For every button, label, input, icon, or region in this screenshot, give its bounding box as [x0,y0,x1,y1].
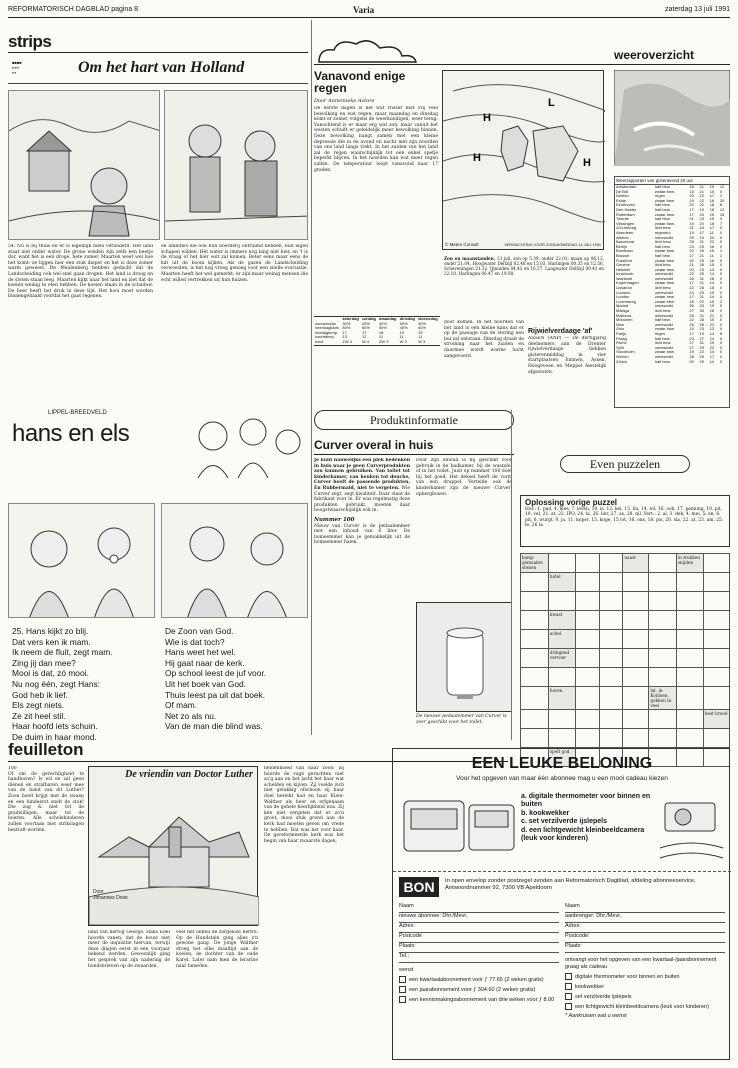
strip-panel-right [164,90,308,240]
puzzle-cell[interactable] [521,630,549,649]
forecast-day: woensdag [418,316,438,321]
forecast-row: nachttemp. 13 12 11 11 11 [315,334,423,340]
pedal-bin-photo [417,603,513,713]
puzzle-cell[interactable] [576,729,599,748]
rijwiel-story [528,328,606,408]
report-row: Barcelona licht bew. 28 31 22 0 [616,239,723,245]
product-col2: Door zijn inhoud is hij geschikt voor gebruik in de badkamer, bij de wastafel of in het toilet. Juist op nummer 100 doet hij het goed. Het deksel heeft de vorm van een druppel. Vertelde ook de kinderkamer zijn de nieuwe Curver-opbergboxen. [416,458,512,497]
checkbox[interactable] [399,986,406,993]
puzzle-cell[interactable] [599,729,622,748]
poem-line: De duim in haar mond. [12,731,97,742]
poem-line: De Zoon van God. [165,626,234,636]
puzzle-cell[interactable] [649,592,676,611]
coupon-right [565,903,725,1019]
puzzle-cell[interactable] [599,668,622,687]
puzzle-cell[interactable] [599,649,622,668]
puzzle-cell[interactable] [576,687,599,710]
puzzle-clue-cell: hest brood [703,710,729,729]
svg-text:H: H [473,152,481,164]
report-row: München half bew. 22 28 15 0 [616,317,723,323]
puzzle-cell[interactable] [576,668,599,687]
strips-rule [8,52,308,53]
forecast-table [314,316,440,346]
report-row: Eindhoven half bew. 20 22 18 8 [616,202,723,208]
feuilleton-col2-start: land van hertog George. [88,930,145,935]
poem-line: Ze zit heel stil. [12,710,66,721]
puzzle-cell[interactable] [576,649,599,668]
gift-item: c. set verzilverde ijslepels [521,818,607,826]
report-row: De Bilt zwaar bew. 15 21 15 0 [616,188,723,194]
report-row: Innsbruck onbewolkt 22 25 14 0 [616,271,723,277]
strip-logo: ■■■■ ▪▪▪▪▪ ▪▪▪ [12,60,22,75]
product-banner-label: Produktinformatie [370,413,458,427]
report-row: Brussel half bew. 17 21 11 1 [616,252,723,258]
poem-line: Zing jij dan mee? [12,657,76,668]
product-title: Curver overal in huis [314,438,434,452]
field-new-subscriber[interactable]: nieuwe abonnee: Dhr./Mevr. [399,913,559,923]
author-name: Johannes Dose [93,895,128,901]
column-divider [511,410,512,740]
header-rule [8,17,730,18]
puzzle-cell[interactable] [703,687,729,710]
poem-line: Hij gaat naar de kerk. [165,657,245,668]
field-name-label: Naam [399,903,559,913]
farm-scene-illustration [9,91,160,240]
weather-story: De eerste dagen is het wat frisser met vrij veel bewolking en wat regen, maar maandag en dinsdag komt er zomer, volgens de weerkundigen, weer terug. Vanochtend is er maar erg wat zon, maar vanuit het westen schuift er geleidelijk meer bewolking binnen. Deze bewolking hangt samen met een kleine depressie die in de avond en nacht met zijn noorden van ons land langs trekt. In het zuiden van het land zal de regen waarschijnlijk tot een enkel spetje beperkt blijven. In het noorden kan wat meer regen vallen. De temperatuur loopt vanavond naar 17 graden. [314,106,438,173]
puzzle-cell[interactable] [599,630,622,649]
figures-illustration [165,91,308,240]
report-row: Malaga licht bew. 27 30 18 0 [616,308,723,314]
puzzle-clue-cell: lat. in Koldoen, gokken in veel [649,687,676,710]
report-row: Kopenhagen zwaar bew. 17 21 14 0 [616,280,723,286]
gift-item: a. digitale thermometer voor binnen en buiten [521,793,651,809]
solution-text: Hor.: 1. pad, 4. mes, 7. leven, 10. is, 12. kei, 13. ku, 14. tol, 16. ook, 17. penning, 19. pit, 19. vel, 21. at, 22. IPO, 24. la, 26. lier, 27. as, 28. nil. Vert.: 2. al, 3. dek, 4. mei, 5. en, 6. pit, 8. wurgt, 9. ja, 11. koper, 13. koge, 15 lot, 16. ons, 18. pis, 20. sla, 22. at, 23. am, 25. le, 26 la. [525,507,724,529]
map-footer: VERWACHTING VOOR ZONDAGMIDDAG 14 JULI 1991 [504,243,601,247]
puzzle-cell[interactable] [676,611,703,630]
report-row: Luxemburg zwaar bew. 18 22 15 2 [616,298,723,304]
forecast-row: neerslagkans 80% 60% 50% 40% 40% [315,325,427,331]
puzzle-cell[interactable] [649,710,676,729]
puzzle-cell[interactable] [623,687,649,710]
poem-line: Of mam. [165,700,198,711]
subscription-ad [392,748,730,1060]
weather-rule [314,64,730,65]
svg-text:L: L [548,97,555,109]
strip-panel-left [8,90,160,240]
puzzle-cell[interactable] [548,592,576,611]
feuilleton-title: feuilleton [8,740,84,759]
puzzle-cell[interactable] [521,687,549,710]
puzzle-cell[interactable] [521,611,549,630]
puzzle-cell[interactable] [521,573,549,592]
puzzle-cell[interactable] [623,592,649,611]
hans-panel-right [161,503,308,618]
puzzle-cell[interactable] [676,573,703,592]
report-row: Rome licht bew. 27 31 19 0 [616,340,723,346]
puzzle-cell[interactable] [649,554,676,573]
puzzle-cell[interactable] [676,687,703,710]
puzzle-cell[interactable] [599,611,622,630]
puzzle-cell[interactable] [703,611,729,630]
feuilleton-col4-start: heldenmoed van haar zoon; zij hoorde de vage geruchten niet zo'g aan en het lacht het haar wat schelden en kijven. [264,766,344,788]
puzzle-cell[interactable] [576,710,599,729]
gift-choice[interactable]: set verzilverde ijslepels [565,993,725,1000]
puzzle-cell[interactable] [676,630,703,649]
gift-choice[interactable]: digitale thermometer voor binnen en buiten [565,973,725,980]
coupon-left [399,903,559,1003]
puzzle-cell[interactable] [703,573,729,592]
field-referrer[interactable]: aanbrenger: Dhr./Mevr. [565,913,725,923]
puzzle-cell[interactable] [576,592,599,611]
puzzle-cell[interactable] [676,592,703,611]
puzzle-cell[interactable] [548,710,576,729]
report-row: Oslo zwaar bew. 19 23 13 0 [616,326,723,332]
puzzle-cell[interactable] [623,649,649,668]
puzzle-cell[interactable] [521,649,549,668]
poem-line: 25. Hans kijkt zo blij. [12,626,89,636]
puzzle-clue-cell: naast [623,554,649,573]
feuilleton-opening: Of om de gerechtigheid te handhaven? Is wil en zal geen dienen en strafbaren weer mee van de hand van dit Luther? [8,771,84,794]
poem-line: Van de man die blind was. [165,721,263,732]
subscription-option[interactable]: een kennismakingsabonnement van drie weken voor ƒ 8.00 [399,996,559,1003]
checkbox[interactable] [565,993,572,1000]
puzzle-cell[interactable] [703,729,729,748]
gift-choice[interactable]: een lichtgewicht kleinbeeldcamera (leuk voor kinderen) [565,1003,725,1010]
strip-text-col1: 54. Nu is bij thuis en er is eigenlijk niets veranderd. Het land staat niet onder water. De grone weiden zijn zelfs een beetje dor, want het is een droge, hete zomer. Maarten weet wel hoe het komt: ze liggen hier een stuk dieper en het is deze zomer warm geweest. De Meulenberg hebben gedacht dat de Landscheiding ook wel snel gaan drogen. Het land is droog en de sloten staan leeg. Maarten kijkt naar het land en ziet dat de koeien weinig te eten hebben. De koeien staan in de schaduw. De boer heeft het druk in deze tijd. Het hooi moet worden binnengehaald voordat het gaat regenen. [8,244,153,300]
poem-line: Ik neem de fluit, zegt mam. [12,647,113,658]
gift-camera-illustration [655,793,727,867]
puzzle-cell[interactable] [649,729,676,748]
satellite-image [614,70,730,166]
forecast-day: zaterdag [342,316,359,321]
report-row: Stockholm zwaar bew. 19 22 14 0 [616,349,723,355]
puzzle-cell[interactable] [676,668,703,687]
product-col1: Je kunt nauwelijks een plek bedenken in huis waar je geen Curverprodukten zou kunnen gebruiken. Van toilet tot kinderkamer, van keuken tot douche, Curver heeft de passende produkten. En Rubbermaid, niet te vergeten. Wie Curver zegt, zegt kwaliteit. Daar staat de fabrikant voor in. Er was regelmatig deze produkten gebruikt, moeten daar hoogstwaarschijnlijk ook in. Nummer 100 Nieuw van Curver is de pedaalemmer met een inhoud van 6 liter. De homeemmer kan je gemakkelijk uit de homeemmer halen. [314,458,410,546]
report-row: Istanboel onbewolkt 26 31 18 0 [616,275,723,281]
report-row: Frankfort zwaar bew. 20 25 16 0 [616,257,723,263]
report-row: Nice onbewolkt 26 28 21 0 [616,321,723,327]
field-address[interactable]: Adres: [565,923,725,933]
page-header [8,6,730,16]
puzzle-banner: Even puzzelen [560,455,690,473]
report-row: Twente half bew. 21 23 15 3 [616,216,723,222]
paper-name: REFORMATORISCH DAGBLAD pagina 8 [8,6,139,13]
product-caption: De nieuwe pedaalemmer van Curver is zeer geschikt voor het toilet. [416,714,507,725]
puzzle-cell[interactable] [649,611,676,630]
checkbox[interactable] [565,983,572,990]
forecast-day: maandag [378,316,397,321]
puzzle-clue-cell: horen [548,687,576,710]
author-label: Door [93,889,104,895]
field-city[interactable]: Plaats: [399,943,559,953]
puzzle-cell[interactable] [548,668,576,687]
feuilleton-col3-start: veel het onheil de zorgeloze hertrs. [176,930,258,935]
puzzle-cell[interactable] [548,729,576,748]
report-row: Londen zwaar bew. 17 21 14 0 [616,294,723,300]
puzzle-cell[interactable] [599,554,622,573]
puzzle-cell[interactable] [623,668,649,687]
puzzle-section [520,455,730,754]
puzzle-cell[interactable] [649,649,676,668]
puzzle-cell[interactable] [703,649,729,668]
feuilleton-col2: land van hertog George. Hans Edel hoorde vanen, dat de bouw niet meer de inquisitie hiervan, terwijl deze dingen eerst in een voorjaar bekend werden. Gewoonlijk ging het gesprek van zijn nadering de bondsbrieven op de zwaarden. [88,930,170,969]
gift-item: b. kookwekker [521,809,570,817]
svg-text:H: H [583,157,591,169]
puzzle-clue-cell: dringend vervoer [548,649,576,668]
checkbox[interactable] [399,996,406,1003]
weather-section-title: weeroverzicht [614,48,695,62]
ad-note: * Aankruisen wat u wenst [565,1013,627,1019]
field-postcode[interactable]: Postcode: [565,933,725,943]
report-row: Zd.Limburg licht bew. 21 24 17 0 [616,225,723,231]
strip-text-col2: en ambities die ook hun boerderij ontruimd hebben, hun eigen schapen wilden. Het water is immers nog lang niet hier, en 't is de vraag of het hier ooit zal komen. Beter eens maar eens de kat uit de boom kijken. Als de gazen de Landscheiding verwoesten, is het nog vroeg genoeg voor een snelle evacuatie. Maarten heeft het wel gemerkt: er zijn maar weinig mensen die echt willen vertrekken uit hun huizen. [161,244,308,283]
feuilleton-col4: heldenmoed van haar zoon; zij hoorde de vage geruchten niet zo'g aan en het lacht het haar wat schelden en kijven. Zij voelde zich niet gelukkig ofschoon zij haar doel bereikt had en haar Klein-Walther als heer en erfgenaam van de gehele heerlijkheid was. Zij ken niet vergeten dat er zo'n groot, mooi stuk grond aan de kerk had moeten geven om vrede te hebben. Dat was het voor haar. De gereformeerde kerk was het begin van haar zwaarste dagen. [264,766,344,844]
coupon-label: BON [399,877,439,897]
puzzle-clue-cell: kamp gemaakte stenen [521,554,549,573]
product-rule [314,454,514,455]
report-row: Split onbewolkt 27 29 22 0 [616,344,723,350]
report-row: Locarno onbewolkt 24 29 19 0 [616,289,723,295]
puzzle-cell[interactable] [521,710,549,729]
rijwiel-text: ASSEN (ANP) — De dertigjarig deelnemers aan de Drenter rijwielverdaage hebben gisterenmiddag in vier startplaatsen Emmen, Assen, Hoogeveen en Meppel feestelijk afgesloten. [528,336,606,375]
report-row: Rotterdam zwaar bew. 17 20 15 15 [616,211,725,217]
coupon-cut-line [393,871,731,872]
report-row: Genève licht bew. 21 26 15 0 [616,262,723,268]
forecast-row: middagtemp. 17 17 18 19 19 [315,329,423,335]
report-row: Wenen onbewolkt 26 29 17 0 [616,353,723,359]
puzzle-clue-cell: spelt god [548,748,576,767]
column-divider [311,20,312,735]
report-row: Mallorca onbewolkt 28 31 21 0 [616,312,723,318]
puzzle-cell[interactable] [599,687,622,710]
poem-left [12,626,157,743]
poem-line: Dat vers ken ik mam. [12,636,91,647]
europe-satellite [614,70,730,175]
strips-title: strips [8,32,52,51]
poem-right [165,626,308,732]
report-row: Madrid onbewolkt 30 33 19 0 [616,303,723,309]
product-banner [314,410,514,430]
puzzle-cell[interactable] [576,573,599,592]
date: zaterdag 13 juli 1991 [665,6,730,13]
puzzle-cell[interactable] [576,554,599,573]
field-name-label: Naam [565,903,725,913]
rijwiel-title: Rijwielverdaage 'af' [528,328,593,335]
puzzle-cell[interactable] [599,573,622,592]
gift-choice[interactable]: kookwekker [565,983,725,990]
puzzle-cell[interactable] [703,554,729,573]
puzzle-cell[interactable] [623,611,649,630]
gift-item: d. een lichtgewicht kleinbeeldcamera (leuk voor kinderen) [521,826,645,843]
report-row: Lissabon licht bew. 22 26 16 0 [616,285,723,291]
puzzle-cell[interactable] [703,592,729,611]
puzzle-cell[interactable] [703,630,729,649]
puzzle-cell[interactable] [521,668,549,687]
report-row: Vlissingen zwaar bew. 19 20 16 7 [616,220,723,226]
weather-story-cont: door komen. In het noorden van het land is een kleine kans dat er op de passage van de storing een bui zal ontstaan. Dinsdag draait de stroming naar het zuiden en daarmee wordt warme lucht aangevoerd. [444,320,524,359]
puzzle-solution [520,495,730,547]
hans-els-section [8,408,308,742]
checkbox[interactable] [565,973,572,980]
checkbox[interactable] [565,1003,572,1010]
puzzle-cell[interactable] [521,729,549,748]
puzzle-cell[interactable] [623,710,649,729]
author-block [93,889,128,901]
coupon-text: In open envelop zonder postzegel zenden aan Reformatorisch Dagblad, afdeling abonneeservice, Antwoordnummer 92, 7300 VB Apeldoorn [445,878,696,891]
puzzle-cell[interactable] [521,592,549,611]
ontvangt-text: ontvangt voor het opgeven van een kwartaal-/jaarabonnement graag als cadeau [565,957,717,970]
poem-line: Op school leest de juf voor. [165,668,267,679]
poem-line: Wie is dat toch? [165,636,225,647]
puzzle-cell[interactable] [649,630,676,649]
puzzle-cell[interactable] [676,649,703,668]
feuilleton-illustration [88,766,258,926]
poem-line: Hans weet het wel. [165,647,236,658]
puzzle-cell[interactable] [548,554,576,573]
report-row: Zürich half bew. 20 25 14 0 [616,358,723,364]
puzzle-grid [520,553,730,767]
field-address[interactable]: Adres: [399,923,559,933]
isobar-map [443,71,605,241]
poem-line: Uit het boek van God. [165,678,247,689]
weather-section [314,20,730,410]
poem-line: Nu nog één, zegt Hans: [12,678,100,689]
ad-subtitle: Voor het opgeven van maar één abonnee mag u een mooi cadeau kiezen [456,775,668,782]
map-credit: © Meteo Consult [445,242,479,247]
weather-byline: Door Annemieke Astore [314,98,375,104]
gift-thermometer-illustration [399,791,519,867]
puzzle-cell[interactable] [676,710,703,729]
ad-title: EEN LEUKE BELONING [471,755,653,772]
forecast-day: dinsdag [399,316,416,321]
hans-credit: LIPPEL-BREEDVELD [48,410,107,416]
puzzle-cell[interactable] [599,592,622,611]
report-row: Eelde zwaar bew. 19 22 16 20 [616,197,725,203]
report-row: Bordeaux zwaar bew. 20 26 15 1 [616,248,723,254]
weather-map [442,70,604,250]
hans-title: hans en els [12,420,130,447]
puzzle-cell[interactable] [623,573,649,592]
hans-panel-left [8,503,155,618]
puzzle-cell[interactable] [676,729,703,748]
checkbox[interactable] [399,976,406,983]
puzzle-cell[interactable] [599,710,622,729]
feuilleton-col1: 100 Of om de gerechtigheid te handhaven? Is wil en zal geen dienen en strafbaren weer mee van de hand van dit Luther? Zoon hoed krijgt met de zwaep en een kindeerst snelt de stok! Die zag & niet tot de gradwilligen, maar tot de boeren. Alle scholekinderen zullen voortaan met strikslagen bestraft worden. [8,766,84,833]
puzzle-cell[interactable] [576,611,599,630]
forecast-row: wind ZW 4 W 4 ZW 3 W 3 W 3 [315,338,426,344]
poem-line: Mooi is dat, zó mooi. [12,668,89,679]
castle-illustration [89,797,259,925]
report-row: Aberdeen regenbui 19 17 11 0 [616,229,723,235]
section-name: Varia [353,5,375,15]
report-row: Den Helder half bew. 17 19 16 12 [616,206,725,212]
poem-line: Haar hoofd iets schuin. [12,721,98,732]
report-row: Parijs regen 17 19 14 8 [616,331,723,336]
poem-line: God heb ik lief. [12,689,68,700]
cloud-icon [314,38,434,64]
puzzle-clue-cell: kwast [548,611,576,630]
strip-banner [8,56,308,84]
product-lead: Je kunt nauwelijks een plek bedenken in huis waar je geen Curverprodukten zou kunnen gebruiken. Van toilet tot kinderkamer, van keuken tot douche, Curver heeft de passende produkten. En Rubbermaid, niet te vergeten. [314,458,410,491]
field-city[interactable]: Plaats: [565,943,725,953]
solution-title: Oplossing vorige puzzel [525,498,618,507]
strip-banner-title: Om het hart van Holland [78,59,245,76]
poem-line: Thuis leest pa uit dat boek. [165,689,266,700]
product-photo [416,602,512,712]
strip-caption: 54. Nu is bij thuis en er is eigenlijk niets veranderd. Het land staat niet onder water. De grone weiden zijn zelfs een beetje dor, want het is een droge, hete zomer. [8,244,153,261]
puzzle-cell[interactable] [703,668,729,687]
reports-table [614,176,730,408]
reports-title: Weerrapporten van gisteravond 20 uur [615,177,729,185]
tides-text: Zon en maanstanden: 13 juli, zon op 5.39, onder 22.01; maan op 06.12, onder 21.04. Hoogwater Delfzijl 02.46 en 15.03, Harlingen 00.35 en 12.56, Scheveningen 21.32, IJmuiden 04.43 en 16.57. Laagwater Delfzijl 09.43 en 22.10, Harlingen 06.47 en 19.08. [444,256,604,276]
puzzle-cell[interactable] [623,729,649,748]
forecast-row: zonneschijn 30% 20% 40% 50% 40% [315,320,427,326]
puzzle-cell[interactable] [623,630,649,649]
gift-list [521,793,651,843]
wenst-label: wenst [399,967,414,973]
feuilleton-number: 100 [8,766,17,771]
subscription-option[interactable]: een kwartaalabonnement voor ƒ 77.65 (2 weken gratis) [399,976,559,983]
poem-line: Els zegt niets. [12,700,65,711]
puzzle-cell[interactable] [576,630,599,649]
puzzle-clue-cell: achel [548,630,576,649]
poem-line: Net zo als nu. [165,710,217,721]
vanavond-title: Vanavond enige regen [314,69,406,95]
puzzle-clue-cell: in stukken snijden [676,554,703,573]
forecast-day: zondag [361,316,376,321]
report-row: Athene onbewolkt 29 24 24 0 [616,234,723,240]
field-postcode[interactable]: Postcode [399,933,559,943]
report-row: Helsinki zwaar bew. 20 23 13 0 [616,266,723,272]
hans-header-illustration [188,408,308,478]
strips-section [8,20,308,405]
puzzle-cell[interactable] [649,573,676,592]
report-row: Berlijn half bew. 23 25 16 0 [616,243,723,249]
puzzle-cell[interactable] [649,668,676,687]
tides-label: Zon en maanstanden [444,256,494,261]
product-subhead: Nummer 100 [314,516,355,523]
report-row: Praag half bew. 23 27 14 0 [616,335,723,341]
feuilleton-col3: veel het onheil de zorgeloze hertrs. Op de Hundstein ging alles z'n gewone gang. De jonge Walther droeg het elke maaltijd aan de koeien, de dochter van de oude Karel. Later nam men de lerarine naar beneden. [176,930,258,969]
report-row: Amsterdam half bew. 16 21 15 12 [616,184,725,189]
puzzle-clue-cell: hotel [548,573,576,592]
svg-text:H: H [483,112,491,124]
subscription-option[interactable]: een jaarabonnement voor ƒ 304.60 (2 weken gratis) [399,986,559,993]
report-row: Deelen regen 20 22 17 1 [616,193,723,199]
field-phone[interactable]: Tel.: [399,953,559,963]
story-title: De vriendin van Doctor Luther [125,769,253,780]
